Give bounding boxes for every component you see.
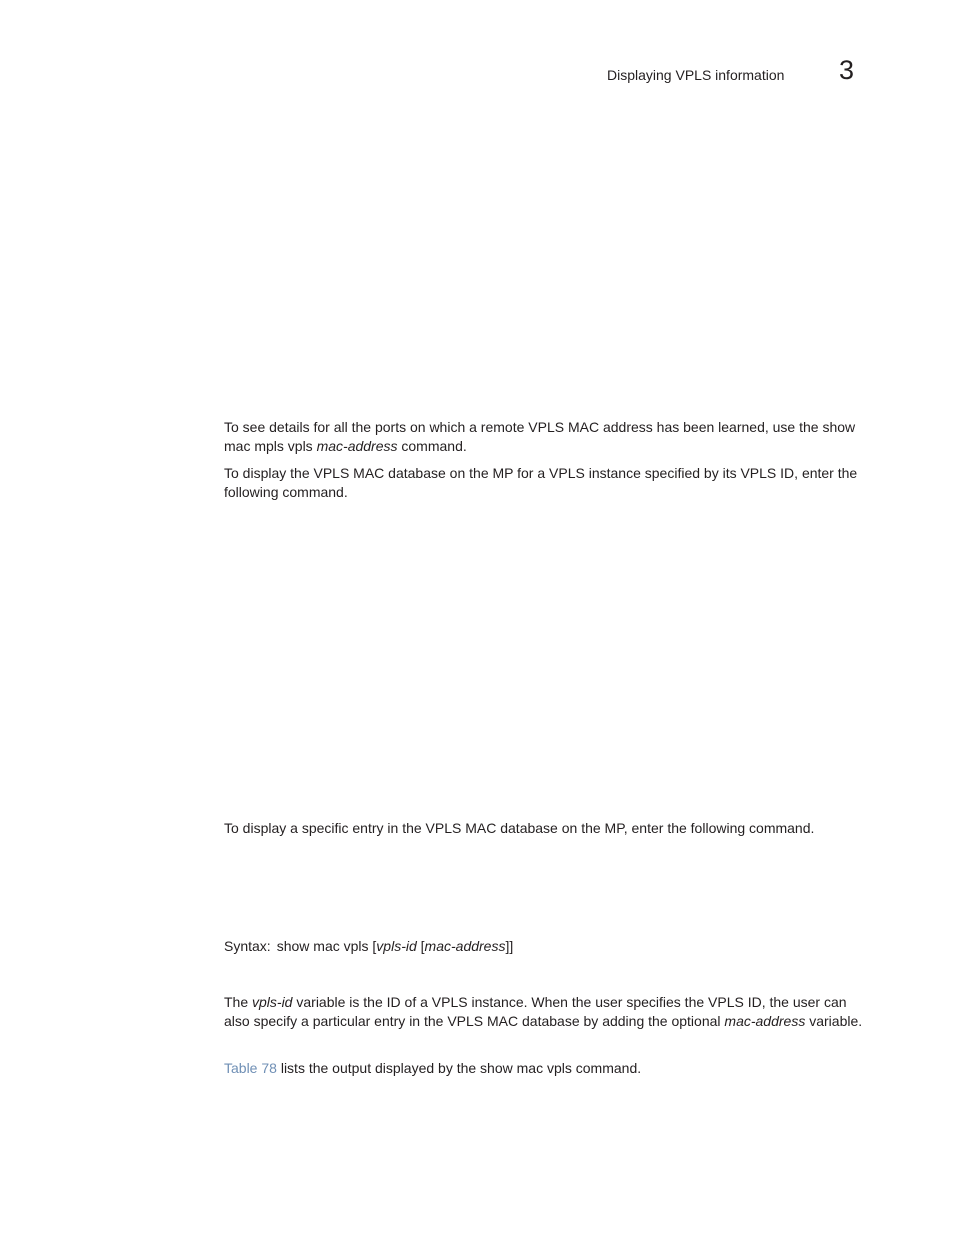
paragraph-table-reference: Table 78 lists the output displayed by the show mac vpls command. — [224, 1060, 642, 1076]
paragraph-display-specific-entry: To display a specific entry in the VPLS MAC database on the MP, enter the following command. — [224, 820, 815, 836]
table-78-link[interactable]: Table 78 — [224, 1060, 277, 1076]
syntax-label: Syntax: — [224, 938, 271, 954]
paragraph-vpls-id-description: The vpls-id variable is the ID of a VPLS instance. When the user specifies the VPLS ID, the user can also specify a particular entry in the VPLS MAC database by adding the optional mac-address variable. — [224, 994, 863, 1029]
paragraph-remote-mac-details: To see details for all the ports on which a remote VPLS MAC address has been learned, use the show mac mpls vpls mac-address command. — [224, 419, 856, 454]
syntax-line: Syntax: show mac vpls [vpls-id [mac-address]] — [224, 938, 514, 954]
chapter-number: 3 — [839, 55, 855, 85]
syntax-command: show mac vpls [ — [276, 938, 377, 954]
section-title: Displaying VPLS information — [607, 67, 785, 83]
paragraph-display-mac-db: To display the VPLS MAC database on the MP for a VPLS instance specified by its VPLS ID, enter the following command. — [224, 465, 858, 500]
syntax-var-mac-address: mac-address — [424, 938, 506, 954]
syntax-var-vpls-id: vpls-id — [376, 938, 417, 954]
